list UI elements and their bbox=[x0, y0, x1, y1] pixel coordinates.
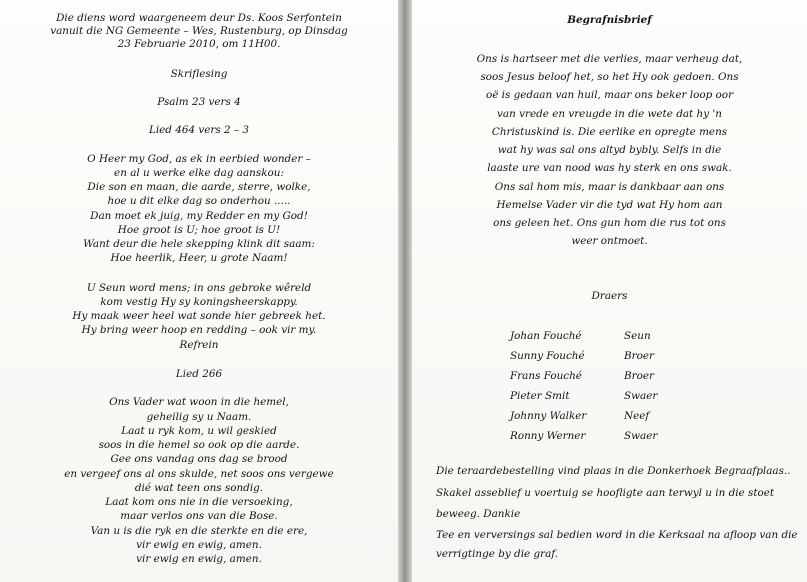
hymn-line: en al u werke elke dag aanskou: bbox=[114, 167, 284, 179]
hymn-line: O Heer my God, as ek in eerbied wonder – bbox=[87, 153, 311, 165]
letter-heading: Begrafnisbrief bbox=[567, 14, 652, 26]
bearer-relation: Broer bbox=[624, 370, 654, 382]
hymn1-heading: Lied 464 vers 2 – 3 bbox=[148, 124, 250, 136]
hymn-line: Hoe groot is U; hoe groot is U! bbox=[117, 224, 281, 236]
bearer-row bbox=[510, 390, 700, 403]
bearer-row bbox=[510, 330, 700, 343]
prayer-line: Laat kom ons nie in die versoeking, bbox=[105, 496, 293, 508]
bearer-row bbox=[510, 410, 700, 423]
bearer-row bbox=[510, 350, 700, 363]
letter-line: laaste ure van nood was hy sterk en ons swak. bbox=[487, 162, 732, 174]
bearer-name: Johnny Walker bbox=[510, 410, 587, 422]
hymn-line: kom vestig Hy sy koningsheerskappy. bbox=[100, 296, 298, 308]
hymn-line: hoe u dit elke dag so onderhou ..... bbox=[107, 195, 291, 207]
bearer-name: Sunny Fouché bbox=[510, 350, 585, 362]
page-gutter bbox=[398, 0, 412, 582]
bearer-relation: Neef bbox=[624, 410, 650, 422]
letter-line: weer ontmoet. bbox=[571, 235, 648, 247]
prayer-line: Laat u ryk kom, u wil geskied bbox=[121, 425, 277, 437]
service-intro-line: vanuit die NG Gemeente – Wes, Rustenburg, op Dinsdag bbox=[50, 25, 348, 37]
prayer-line: vir ewig en ewig, amen. bbox=[136, 539, 262, 551]
hymn2-heading: Lied 266 bbox=[175, 368, 223, 380]
bearer-name: Frans Fouché bbox=[510, 370, 582, 382]
prayer-line: Ons Vader wat woon in die hemel, bbox=[109, 396, 289, 408]
prayer-line: vir ewig en ewig, amen. bbox=[136, 553, 262, 565]
bearers-heading: Draers bbox=[591, 290, 628, 302]
prayer-line: geheilig sy u Naam. bbox=[146, 411, 252, 423]
hymn-line: Hy bring weer hoop en redding – ook vir my. bbox=[81, 324, 317, 336]
closing-note-line: Die teraardebestelling vind plaas in die Donkerhoek Begraafplaas.. bbox=[436, 465, 791, 477]
hymn-line: Dan moet ek juig, my Redder en my God! bbox=[90, 210, 308, 222]
prayer-line: dié wat teen ons sondig. bbox=[134, 482, 264, 494]
service-intro-line: 23 Februarie 2010, om 11H00. bbox=[117, 38, 281, 50]
letter-line: ons geleen het. Ons gun hom die rus tot ons bbox=[493, 217, 726, 229]
prayer-line: Van u is die ryk en die sterkte en die ere, bbox=[90, 525, 308, 537]
hymn-line: Hoe heerlik, Heer, u grote Naam! bbox=[110, 252, 288, 264]
bearer-relation: Swaer bbox=[624, 390, 658, 402]
hymn-line: Die son en maan, die aarde, sterre, wolke, bbox=[87, 181, 311, 193]
bearer-relation: Seun bbox=[624, 330, 651, 342]
hymn-line: Hy maak weer heel wat sonde hier gebreek het. bbox=[72, 310, 326, 322]
closing-note-line: verrigtinge by die graf. bbox=[436, 548, 559, 560]
letter-line: Ons is hartseer met die verlies, maar verheug dat, bbox=[476, 53, 743, 65]
hymn-line: Want deur die hele skepping klink dit saam: bbox=[83, 238, 315, 250]
bearer-relation: Swaer bbox=[624, 430, 658, 442]
prayer-line: maar verlos ons van die Bose. bbox=[120, 510, 278, 522]
letter-line: oë is gedaan van huil, maar ons beker loop oor bbox=[485, 89, 734, 101]
refrain-label: Refrein bbox=[179, 339, 219, 351]
closing-note-line: Tee en verversings sal bedien word in die Kerksaal na afloop van die bbox=[436, 529, 798, 541]
service-intro-line: Die diens word waargeneem deur Ds. Koos Serfontein bbox=[56, 12, 342, 24]
bearer-name: Johan Fouché bbox=[510, 330, 582, 342]
closing-note-line: beweeg. Dankie bbox=[436, 508, 521, 520]
letter-line: soos Jesus beloof het, so het Hy ook gedoen. Ons bbox=[480, 71, 739, 83]
scripture-heading: Skriflesing bbox=[170, 68, 228, 80]
bearer-name: Ronny Werner bbox=[510, 430, 586, 442]
letter-line: Ons sal hom mis, maar is dankbaar aan ons bbox=[494, 181, 725, 193]
left-page bbox=[0, 0, 398, 582]
letter-line: van vrede en vreugde in die wete dat hy 'n bbox=[497, 108, 722, 120]
scripture-reading: Psalm 23 vers 4 bbox=[157, 96, 241, 108]
letter-line: wat hy was sal ons altyd bybly. Selfs in die bbox=[497, 144, 722, 156]
prayer-line: Gee ons vandag ons dag se brood bbox=[110, 453, 288, 465]
bearer-name: Pieter Smit bbox=[510, 390, 570, 402]
bearer-relation: Broer bbox=[624, 350, 654, 362]
right-page bbox=[412, 0, 807, 582]
closing-note-line: Skakel asseblief u voertuig se hoofligte aan terwyl u in die stoet bbox=[436, 487, 775, 499]
prayer-line: soos in die hemel so ook op die aarde. bbox=[98, 439, 300, 451]
letter-line: Christuskind is. Die eerlike en opregte mens bbox=[491, 126, 728, 138]
prayer-line: en vergeef ons al ons skulde, net soos ons vergewe bbox=[64, 468, 334, 480]
hymn-line: U Seun word mens; in ons gebroke wêreld bbox=[86, 282, 312, 294]
bearer-row bbox=[510, 370, 700, 383]
letter-line: Hemelse Vader vir die tyd wat Hy hom aan bbox=[496, 199, 723, 211]
bearer-row bbox=[510, 430, 700, 443]
